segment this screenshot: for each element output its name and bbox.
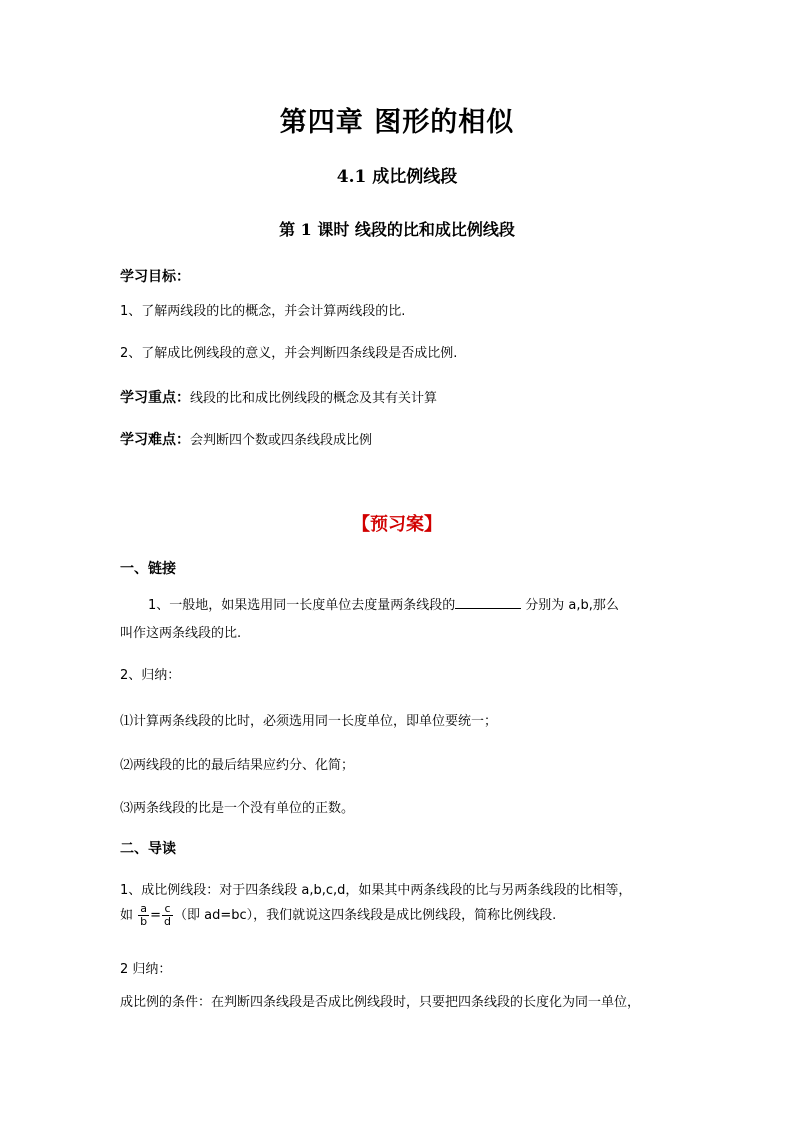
section-2-p1-prefix: 如 xyxy=(120,908,134,923)
difficulties-text: 会判断四个数或四条线段成比例 xyxy=(190,433,373,448)
lesson-title: 第 1 课时 线段的比和成比例线段 xyxy=(279,220,515,239)
equals-sign: = xyxy=(150,908,162,923)
section-2-heading: 二、导读 xyxy=(120,841,176,857)
fraction-denominator: d xyxy=(164,915,172,928)
section-2-paragraph-1: 1、成比例线段：对于四条线段 a,b,c,d，如果其中两条线段的比与另两条线段的比相等， xyxy=(120,883,632,898)
difficulties xyxy=(120,429,372,449)
objective-item-1: 1、了解两线段的比的概念，并会计算两线段的比. xyxy=(120,304,406,319)
section-2-paragraph-1-cont xyxy=(120,903,556,928)
section-1-paragraph-2: 2、归纳： xyxy=(120,668,181,683)
section-1-heading: 一、链接 xyxy=(120,561,176,577)
key-points-label: 学习重点： xyxy=(120,390,190,406)
section-2-paragraph-3: 成比例的条件：在判断四条线段是否成比例线段时，只要把四条线段的长度化为同一单位， xyxy=(120,995,641,1010)
section-1-paragraph-1 xyxy=(148,594,619,613)
fraction-numerator: c xyxy=(162,903,173,916)
rule-1: ⑴计算两条线段的比时，必须选用同一长度单位，即单位要统一； xyxy=(120,714,498,729)
fill-in-blank[interactable] xyxy=(455,596,521,609)
fraction-denominator: b xyxy=(140,915,148,928)
objective-item-2: 2、了解成比例线段的意义，并会判断四条线段是否成比例. xyxy=(120,346,458,361)
section-title: 4.1 成比例线段 xyxy=(336,167,458,187)
fraction-numerator: a xyxy=(138,903,149,916)
section-1-paragraph-1-cont: 叫作这两条线段的比. xyxy=(120,626,242,641)
chapter-title: 第四章 图形的相似 xyxy=(279,107,515,138)
fraction-c-over-d xyxy=(162,903,173,928)
preview-title: 【预习案】 xyxy=(352,514,442,535)
difficulties-label: 学习难点： xyxy=(120,432,190,448)
section-1-p1-start: 1、一般地，如果选用同一长度单位去度量两条线段的 xyxy=(148,598,456,613)
objectives-heading: 学习目标： xyxy=(120,269,190,285)
section-1-p1-end: 分别为 a,b,那么 xyxy=(525,598,619,613)
rule-2: ⑵两线段的比的最后结果应约分、化简； xyxy=(120,758,355,773)
section-2-paragraph-2: 2 归纳： xyxy=(120,962,172,977)
key-points xyxy=(120,387,437,407)
rule-3: ⑶两条线段的比是一个没有单位的正数。 xyxy=(120,801,355,816)
section-2-p1-suffix: （即 ad=bc），我们就说这四条线段是成比例线段，简称比例线段. xyxy=(174,908,557,923)
key-points-text: 线段的比和成比例线段的概念及其有关计算 xyxy=(190,391,438,406)
fraction-a-over-b xyxy=(138,903,149,928)
